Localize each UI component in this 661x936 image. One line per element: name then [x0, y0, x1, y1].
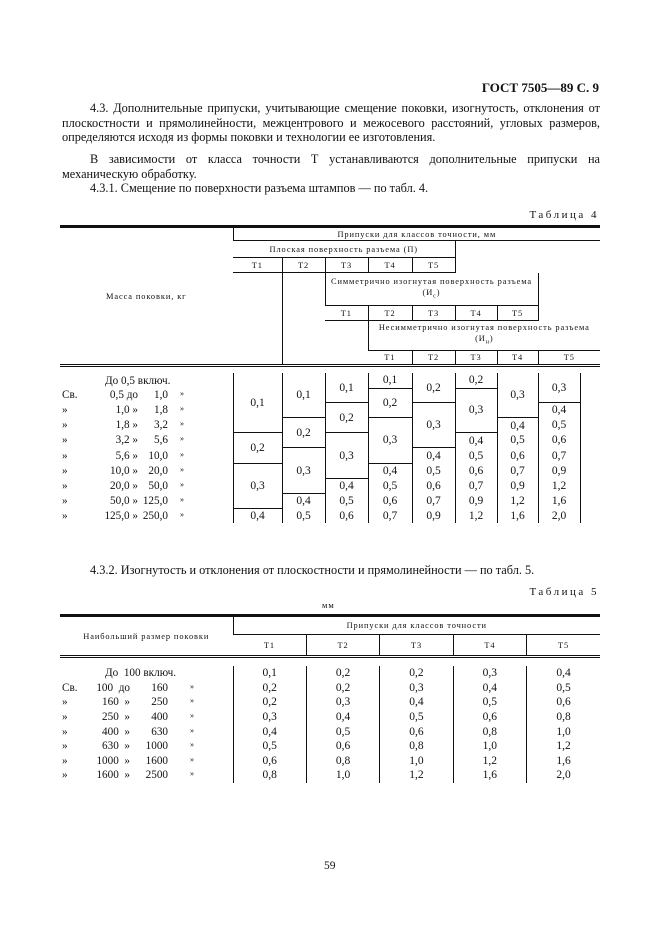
table-row — [60, 710, 600, 725]
allowance-cell: 0,4 — [233, 724, 306, 739]
class-header: Т4 — [455, 306, 497, 321]
allowance-cell: 0,9 — [497, 478, 538, 493]
table-row — [60, 681, 600, 696]
table-row — [60, 493, 600, 508]
allowance-cell: 0,6 — [325, 508, 368, 523]
allowance-cell: 0,5 — [497, 433, 538, 448]
allowance-cell: 0,1 — [368, 373, 412, 388]
allowance-cell: 1,6 — [453, 768, 526, 783]
class-header: Т5 — [527, 635, 600, 657]
allowance-cell: 1,6 — [497, 508, 538, 523]
allowance-cell: 1,6 — [538, 493, 580, 508]
table-row — [60, 739, 600, 754]
allowance-cell: 0,4 — [412, 448, 455, 463]
paragraph-accuracy: В зависимости от класса точности Т устанавливаются дополнительные припуски на механическую обработку. — [62, 152, 600, 181]
class-header: Т5 — [412, 258, 455, 273]
table-row — [60, 768, 600, 783]
allowance-cell: 0,3 — [453, 666, 526, 681]
allowance-cell: 0,4 — [538, 403, 580, 418]
flat-header: Плоская поверхность разъема (П) — [233, 241, 455, 258]
mass-range: » 1,0 » 1,8 » — [62, 404, 184, 417]
spacer-cell — [580, 373, 600, 523]
allowance-cell: 0,4 — [233, 508, 282, 523]
size-range: » 630 » 1000 » — [62, 740, 194, 753]
allowance-cell: 0,6 — [527, 695, 600, 710]
table-row — [60, 433, 600, 448]
allowance-cell: 0,7 — [455, 478, 497, 493]
allowance5-title: Припуски для классов точности — [233, 616, 600, 635]
allowance-cell: 0,3 — [233, 710, 306, 725]
size-range: » 400 » 630 » — [62, 725, 194, 738]
allowance-cell: 0,4 — [368, 463, 412, 478]
class-header: Т3 — [455, 351, 497, 366]
table4-caption: Таблица 4 — [529, 209, 599, 221]
table-row — [60, 478, 600, 493]
allowance-cell: 0,5 — [538, 418, 580, 433]
class-header: Т1 — [233, 635, 306, 657]
allowance-cell: 0,5 — [412, 463, 455, 478]
allowance-cell: 0,4 — [497, 418, 538, 433]
size-header: Наибольший размер поковки — [60, 616, 233, 657]
allowance-cell: 0,4 — [282, 493, 325, 508]
table5-caption: Таблица 5 — [529, 586, 599, 598]
table-row — [60, 695, 600, 710]
allowance-cell: 1,2 — [453, 754, 526, 769]
allowance-cell: 0,1 — [233, 666, 306, 681]
allowance-cell: 0,8 — [306, 754, 379, 769]
size-range: Св. 100 до 160 » — [62, 681, 194, 694]
allowance-cell: 0,4 — [306, 710, 379, 725]
class-header: Т1 — [325, 306, 368, 321]
allowance-cell: 0,5 — [368, 478, 412, 493]
mass-range: Св. 0,5 до 1,0 » — [62, 389, 184, 402]
allowance-cell: 0,2 — [306, 681, 379, 696]
allowance-cell: 0,2 — [233, 695, 306, 710]
allowance-cell: 1,6 — [527, 754, 600, 769]
allowance-cell: 0,2 — [368, 388, 412, 418]
allowance-cell: 0,3 — [325, 433, 368, 478]
allowance-cell: 0,3 — [368, 418, 412, 463]
allowance-cell: 0,6 — [538, 433, 580, 448]
allowance-cell: 1,0 — [306, 768, 379, 783]
allowance-cell: 0,1 — [282, 373, 325, 418]
size-range: » 250 » 400 » — [62, 711, 194, 724]
allowance-cell: 1,0 — [453, 739, 526, 754]
class-header: Т1 — [368, 351, 412, 366]
allowance-cell: 0,8 — [233, 768, 306, 783]
allowance-cell: 0,4 — [455, 433, 497, 448]
mass-range: До 0,5 включ. — [105, 374, 171, 387]
allowance-cell: 0,7 — [368, 508, 412, 523]
allowance-cell: 2,0 — [538, 508, 580, 523]
allowance-cell: 0,3 — [455, 388, 497, 433]
class-header: Т3 — [380, 635, 453, 657]
paragraph-4-3-2: 4.3.2. Изогнутость и отклонения от плоскостности и прямолинейности — по табл. 5. — [90, 563, 535, 577]
table-row — [60, 666, 600, 681]
allowance-cell: 0,2 — [412, 373, 455, 403]
class-header: Т2 — [306, 635, 379, 657]
allowance-cell: 0,9 — [538, 463, 580, 478]
allowance-cell: 1,2 — [497, 493, 538, 508]
allowance-cell: 0,3 — [380, 681, 453, 696]
mass-range: » 10,0 » 20,0 » — [62, 464, 184, 477]
class-header: Т5 — [497, 306, 538, 321]
class-header: Т2 — [412, 351, 455, 366]
class-header: Т3 — [325, 258, 368, 273]
allowance-cell: 1,2 — [455, 508, 497, 523]
allowance-cell: 0,7 — [497, 463, 538, 478]
allowance-cell: 0,4 — [527, 666, 600, 681]
allowance-cell: 0,6 — [233, 754, 306, 769]
table-row — [60, 508, 600, 523]
allowance-cell: 1,0 — [380, 754, 453, 769]
allowance-cell: 1,2 — [380, 768, 453, 783]
table-row — [60, 754, 600, 769]
allowance-cell: 0,8 — [453, 724, 526, 739]
page-number: 59 — [324, 860, 336, 872]
table5-unit: мм — [322, 600, 335, 610]
class-header: Т2 — [282, 258, 325, 273]
allowance-cell: 0,7 — [538, 448, 580, 463]
size-range: До 100 включ. — [105, 667, 177, 680]
allowance-cell: 0,5 — [325, 493, 368, 508]
mass-range: » 50,0 » 125,0 » — [62, 494, 184, 507]
size-range: » 1000 » 1600 » — [62, 754, 194, 767]
allowance-cell: 0,3 — [538, 373, 580, 403]
allowance-cell: 0,4 — [380, 695, 453, 710]
allowance-cell: 0,2 — [306, 666, 379, 681]
allowance-cell: 0,5 — [282, 508, 325, 523]
allowance-cell: 0,6 — [368, 493, 412, 508]
allowance-cell: 0,9 — [412, 508, 455, 523]
allowance-cell: 2,0 — [527, 768, 600, 783]
table-row — [60, 724, 600, 739]
allowance-cell: 0,4 — [325, 478, 368, 493]
allowance-cell: 0,5 — [306, 724, 379, 739]
paragraph-4-3: 4.3. Дополнительные припуски, учитывающие смещение поковки, изогнутость, отклонения от плоскостности и прямолинейности, межцентрового и межосевого расстояний, угловых размеров, определяются исходя из формы поковки и технологии ее изготовления. — [62, 101, 600, 144]
allowance-cell: 0,5 — [527, 681, 600, 696]
allowance-title: Припуски для классов точности, мм — [233, 227, 600, 241]
allowance-cell: 0,7 — [412, 493, 455, 508]
allowance-cell: 0,8 — [527, 710, 600, 725]
allowance-cell: 0,3 — [497, 373, 538, 418]
allowance-cell: 0,3 — [233, 463, 282, 508]
paragraph-4-3-1: 4.3.1. Смещение по поверхности разъема штампов — по табл. 4. — [90, 181, 429, 195]
allowance-cell: 0,1 — [325, 373, 368, 403]
allowance-cell: 0,6 — [455, 463, 497, 478]
class-header: Т2 — [368, 306, 412, 321]
allowance-cell: 0,5 — [380, 710, 453, 725]
allowance-cell: 0,2 — [455, 373, 497, 388]
allowance-cell: 0,9 — [455, 493, 497, 508]
allowance-cell: 0,2 — [233, 433, 282, 463]
class-header: Т4 — [368, 258, 412, 273]
table4-body — [60, 373, 600, 523]
allowance-cell: 0,6 — [412, 478, 455, 493]
allowance-cell: 0,6 — [453, 710, 526, 725]
page-header: ГОСТ 7505—89 С. 9 — [481, 80, 599, 95]
table4-header — [60, 225, 600, 367]
allowance-cell: 0,8 — [380, 739, 453, 754]
allowance-cell: 1,2 — [538, 478, 580, 493]
allowance-cell: 0,3 — [306, 695, 379, 710]
mass-header: Масса поковки, кг — [60, 227, 233, 366]
sym-header: Симметрично изогнутая поверхность разъема $(И_с)$ — [325, 273, 538, 306]
class-header: Т5 — [538, 351, 600, 366]
allowance-cell: 0,3 — [412, 403, 455, 448]
mass-range: » 20,0 » 50,0 » — [62, 479, 184, 492]
allowance-cell: 0,6 — [380, 724, 453, 739]
class-header: Т4 — [497, 351, 538, 366]
mass-range: » 1,8 » 3,2 » — [62, 419, 184, 432]
table5-header — [60, 614, 600, 658]
allowance-cell: 0,6 — [306, 739, 379, 754]
size-range: » 1600 » 2500 » — [62, 769, 194, 782]
allowance-cell: 0,5 — [233, 739, 306, 754]
mass-range: » 5,6 » 10,0 » — [62, 449, 184, 462]
allowance-cell: 1,0 — [527, 724, 600, 739]
class-header: Т4 — [453, 635, 526, 657]
allowance-cell: 0,2 — [325, 403, 368, 433]
table-row — [60, 373, 600, 388]
mass-range: » 3,2 » 5,6 » — [62, 434, 184, 447]
allowance-cell: 0,5 — [455, 448, 497, 463]
allowance-cell: 0,2 — [233, 681, 306, 696]
allowance-cell: 0,5 — [453, 695, 526, 710]
allowance-cell: 0,2 — [380, 666, 453, 681]
allowance-cell: 0,3 — [282, 448, 325, 493]
allowance-cell: 0,1 — [233, 373, 282, 433]
class-header: Т3 — [412, 306, 455, 321]
allowance-cell: 0,6 — [497, 448, 538, 463]
allowance-cell: 0,4 — [453, 681, 526, 696]
mass-range: » 125,0 » 250,0 » — [62, 509, 184, 522]
asym-header: Несимметрично изогнутая поверхность разъема $(И_н)$ — [368, 321, 600, 351]
class-header: Т1 — [233, 258, 282, 273]
table5-body — [60, 666, 600, 783]
allowance-cell: 1,2 — [527, 739, 600, 754]
allowance-cell: 0,2 — [282, 418, 325, 448]
size-range: » 160 » 250 » — [62, 696, 194, 709]
